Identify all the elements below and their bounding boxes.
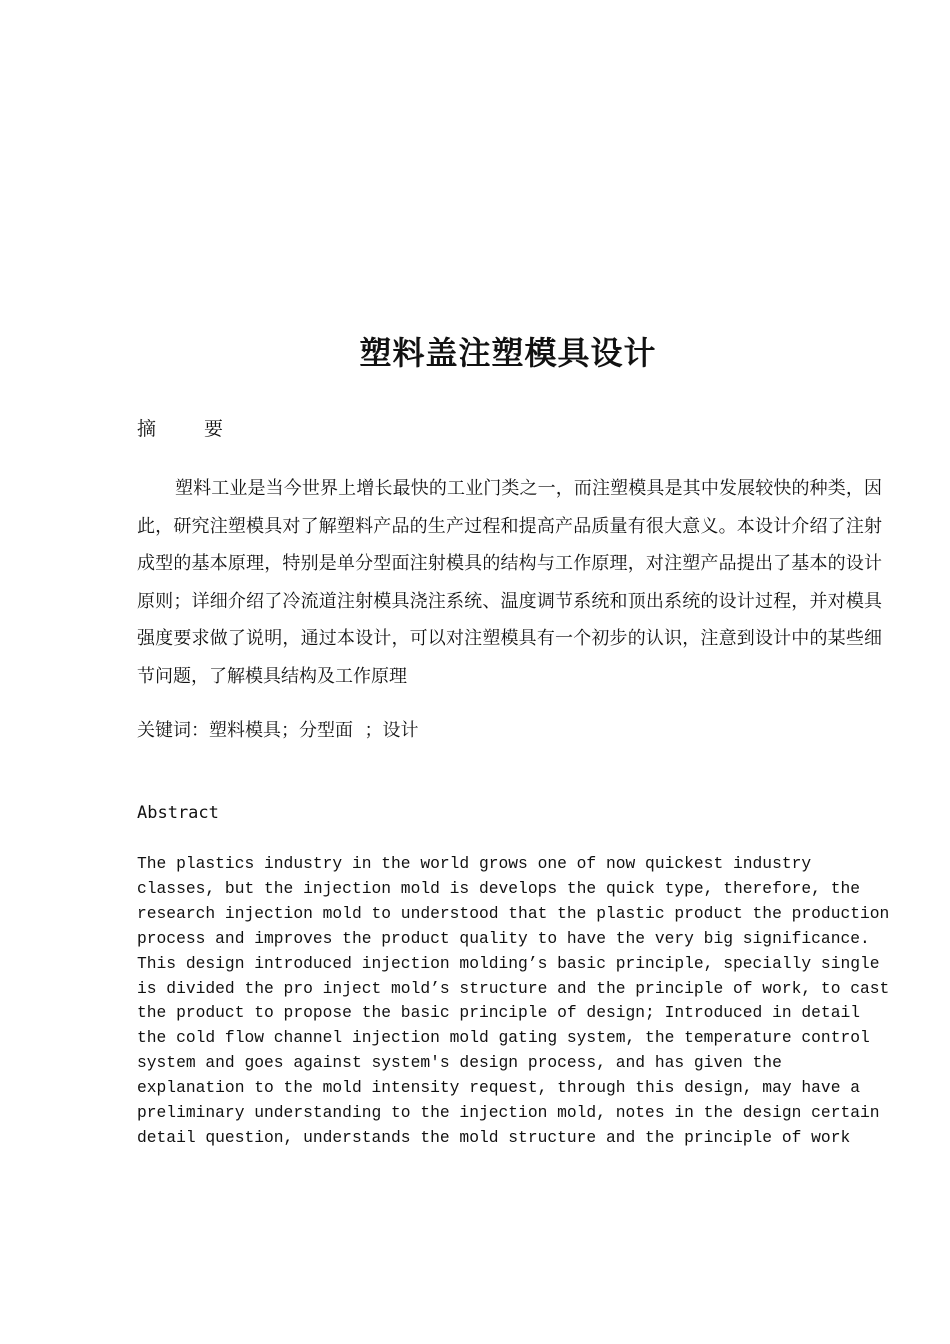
abstract-cn-heading-left: 摘	[137, 418, 157, 440]
abstract-cn-body: 塑料工业是当今世界上增长最快的工业门类之一，而注塑模具是其中发展较快的种类，因此，研究注塑模具对了解塑料产品的生产过程和提高产品质量有很大意义。本设计介绍了注射成型的基本原理，特别是单分型面注射模具的结构与工作原理，对注塑产品提出了基本的设计原则；详细介绍了冷流道注射模具浇注系统、温度调节系统和顶出系统的设计过程，并对模具强度要求做了说明，通过本设计，可以对注塑模具有一个初步的认识，注意到设计中的某些细节问题，了解模具结构及工作原理	[137, 478, 882, 687]
abstract-cn-keywords: 关键词：塑料模具；分型面 ；设计	[137, 720, 419, 741]
abstract-cn-heading-right: 要	[204, 418, 224, 440]
document-title: 塑料盖注塑模具设计	[359, 334, 657, 372]
abstract-cn-heading	[137, 414, 223, 441]
abstract-en-body: The plastics industry in the world grows one of now quickest industry classes, but the injection mold is develops the quick type, therefore, the research injection mold to understood that the plastic product the production process and improves the product quality to have the very big significance. This design introduced injection molding’s basic principle, specially single is divided the pro inject mold’s structure and the principle of work, to cast the product to propose the basic principle of design; Introduced in detail the cold flow channel injection mold gating system, the temperature control system and goes against system's design process, and has given the explanation to the mold intensity request, through this design, may have a preliminary understanding to the injection mold, notes in the design certain detail question, understands the mold structure and the principle of work	[137, 854, 890, 1147]
abstract-en-heading: Abstract	[137, 803, 219, 823]
